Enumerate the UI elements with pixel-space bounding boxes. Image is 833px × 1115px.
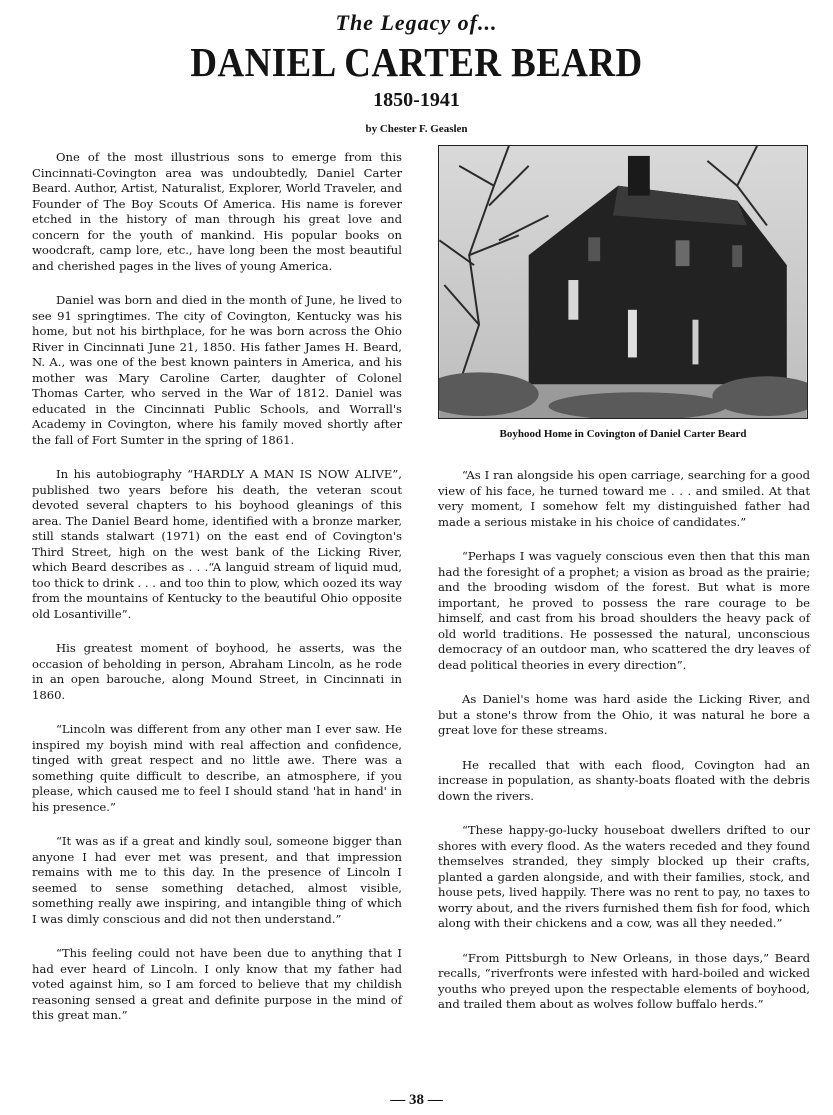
paragraph: “These happy-go-lucky houseboat dwellers drifted to our shores with every flood. As the waters receded and they found themselves stranded, they simply blocked up their crafts, planted a garden alongside, and with their families, stock, and house pets, lived happily. There was no rent to pay, no taxes to worry about, and the rivers furnished them fish for food, which along with their chickens and a cow, was all they needed.” <box>438 823 810 930</box>
house-photo <box>438 145 808 419</box>
boyhood-home-figure <box>438 145 808 440</box>
paragraph: “This feeling could not have been due to anything that I had ever heard of Lincoln. I only know that my father had voted against him, so I am forced to believe that my childish reasoning sensed a great and definite purpose in the mind of this great man.” <box>32 946 402 1022</box>
photo-caption: Boyhood Home in Covington of Daniel Carter Beard <box>499 428 747 440</box>
paragraph: His greatest moment of boyhood, he asserts, was the occasion of beholding in person, Abraham Lincoln, as he rode in an open barouche, along Mound Street, in Cincinnati in 1860. <box>32 641 402 702</box>
article-title: DANIEL CARTER BEARD <box>190 39 643 85</box>
article-years: 1850-1941 <box>373 89 460 111</box>
paragraph: “It was as if a great and kindly soul, someone bigger than anyone I had ever met was present, and that impression remains with me to this day. In the presence of Lincoln I seemed to sense something detached, almost visible, something really awe inspiring, and intangible thing of which I was dimly conscious and did not then understand.” <box>32 834 402 926</box>
paragraph: As Daniel's home was hard aside the Licking River, and but a stone's throw from the Ohio, it was natural he bore a great love for these streams. <box>438 692 810 737</box>
paragraph: “Lincoln was different from any other man I ever saw. He inspired my boyish mind with real affection and confidence, tinged with great respect and no little awe. There was a something quite difficult to describe, an atmosphere, if you please, which caused me to feel I should stand 'hat in hand' in his presence.” <box>32 722 402 814</box>
paragraph: He recalled that with each flood, Covington had an increase in population, as shanty-boats floated with the debris down the rivers. <box>438 757 810 803</box>
right-column <box>438 468 810 1032</box>
page-number: — 38 — <box>390 1092 443 1108</box>
paragraph: “Perhaps I was vaguely conscious even then that this man had the foresight of a prophet; a vision as broad as the prairie; and the brooding wisdom of the forest. But what is more important, he proved to possess the rare courage to be himself, and cast from his broad shoulders the heavy pack of old world traditions. He possessed the natural, unconscious democracy of an outdoor man, who scattered the dry leaves of dead political theories in every direction”. <box>438 549 810 672</box>
paragraph: One of the most illustrious sons to emerge from this Cincinnati-Covington area was undoubtedly, Daniel Carter Beard. Author, Artist, Naturalist, Explorer, World Traveler, and Founder of The Boy Scouts Of America. His name is forever etched in the history of man through his great love and concern for the youth of mankind. His popular books on woodcraft, camp lore, etc., have long been the most beautiful and cherished pages in the lives of young America. <box>32 150 402 273</box>
article-header <box>0 10 833 136</box>
article-byline: by Chester F. Geaslen <box>365 123 468 135</box>
paragraph: In his autobiography “HARDLY A MAN IS NOW ALIVE”, published two years before his death, the veteran scout devoted several chapters to his boyhood gleanings of this area. The Daniel Beard home, identified with a bronze marker, still stands stalwart (1971) on the east end of Covington's Third Street, high on the west bank of the Licking River, which Beard describes as . . .“A languid stream of liquid mud, too thick to drink . . . and too thin to plow, which oozed its way from the mountains of Kentucky to the beautiful Ohio opposite old Losantiville”. <box>32 467 402 621</box>
paragraph: Daniel was born and died in the month of June, he lived to see 91 springtimes. The city of Covington, Kentucky was his home, but not his birthplace, for he was born across the Ohio River in Cincinnati June 21, 1850. His father James H. Beard, N. A., was one of the best known painters in America, and his mother was Mary Caroline Carter, daughter of Colonel Thomas Carter, who served in the War of 1812. Daniel was educated in the Cincinnati Public Schools, and Worrall's Academy in Covington, where his family moved shortly after the fall of Fort Sumter in the spring of 1861. <box>32 293 402 447</box>
paragraph: “As I ran alongside his open carriage, searching for a good view of his face, he turned toward me . . . and smiled. At that very moment, I somehow felt my distinguished father had made a serious mistake in his choice of candidates.” <box>438 468 810 529</box>
article-kicker: The Legacy of... <box>335 10 498 35</box>
left-column <box>32 150 402 1043</box>
paragraph: “From Pittsburgh to New Orleans, in those days,” Beard recalls, “riverfronts were infested with hard-boiled and wicked youths who preyed upon the respectable elements of boyhood, and trailed them about as wolves follow buffalo herds.” <box>438 950 810 1011</box>
